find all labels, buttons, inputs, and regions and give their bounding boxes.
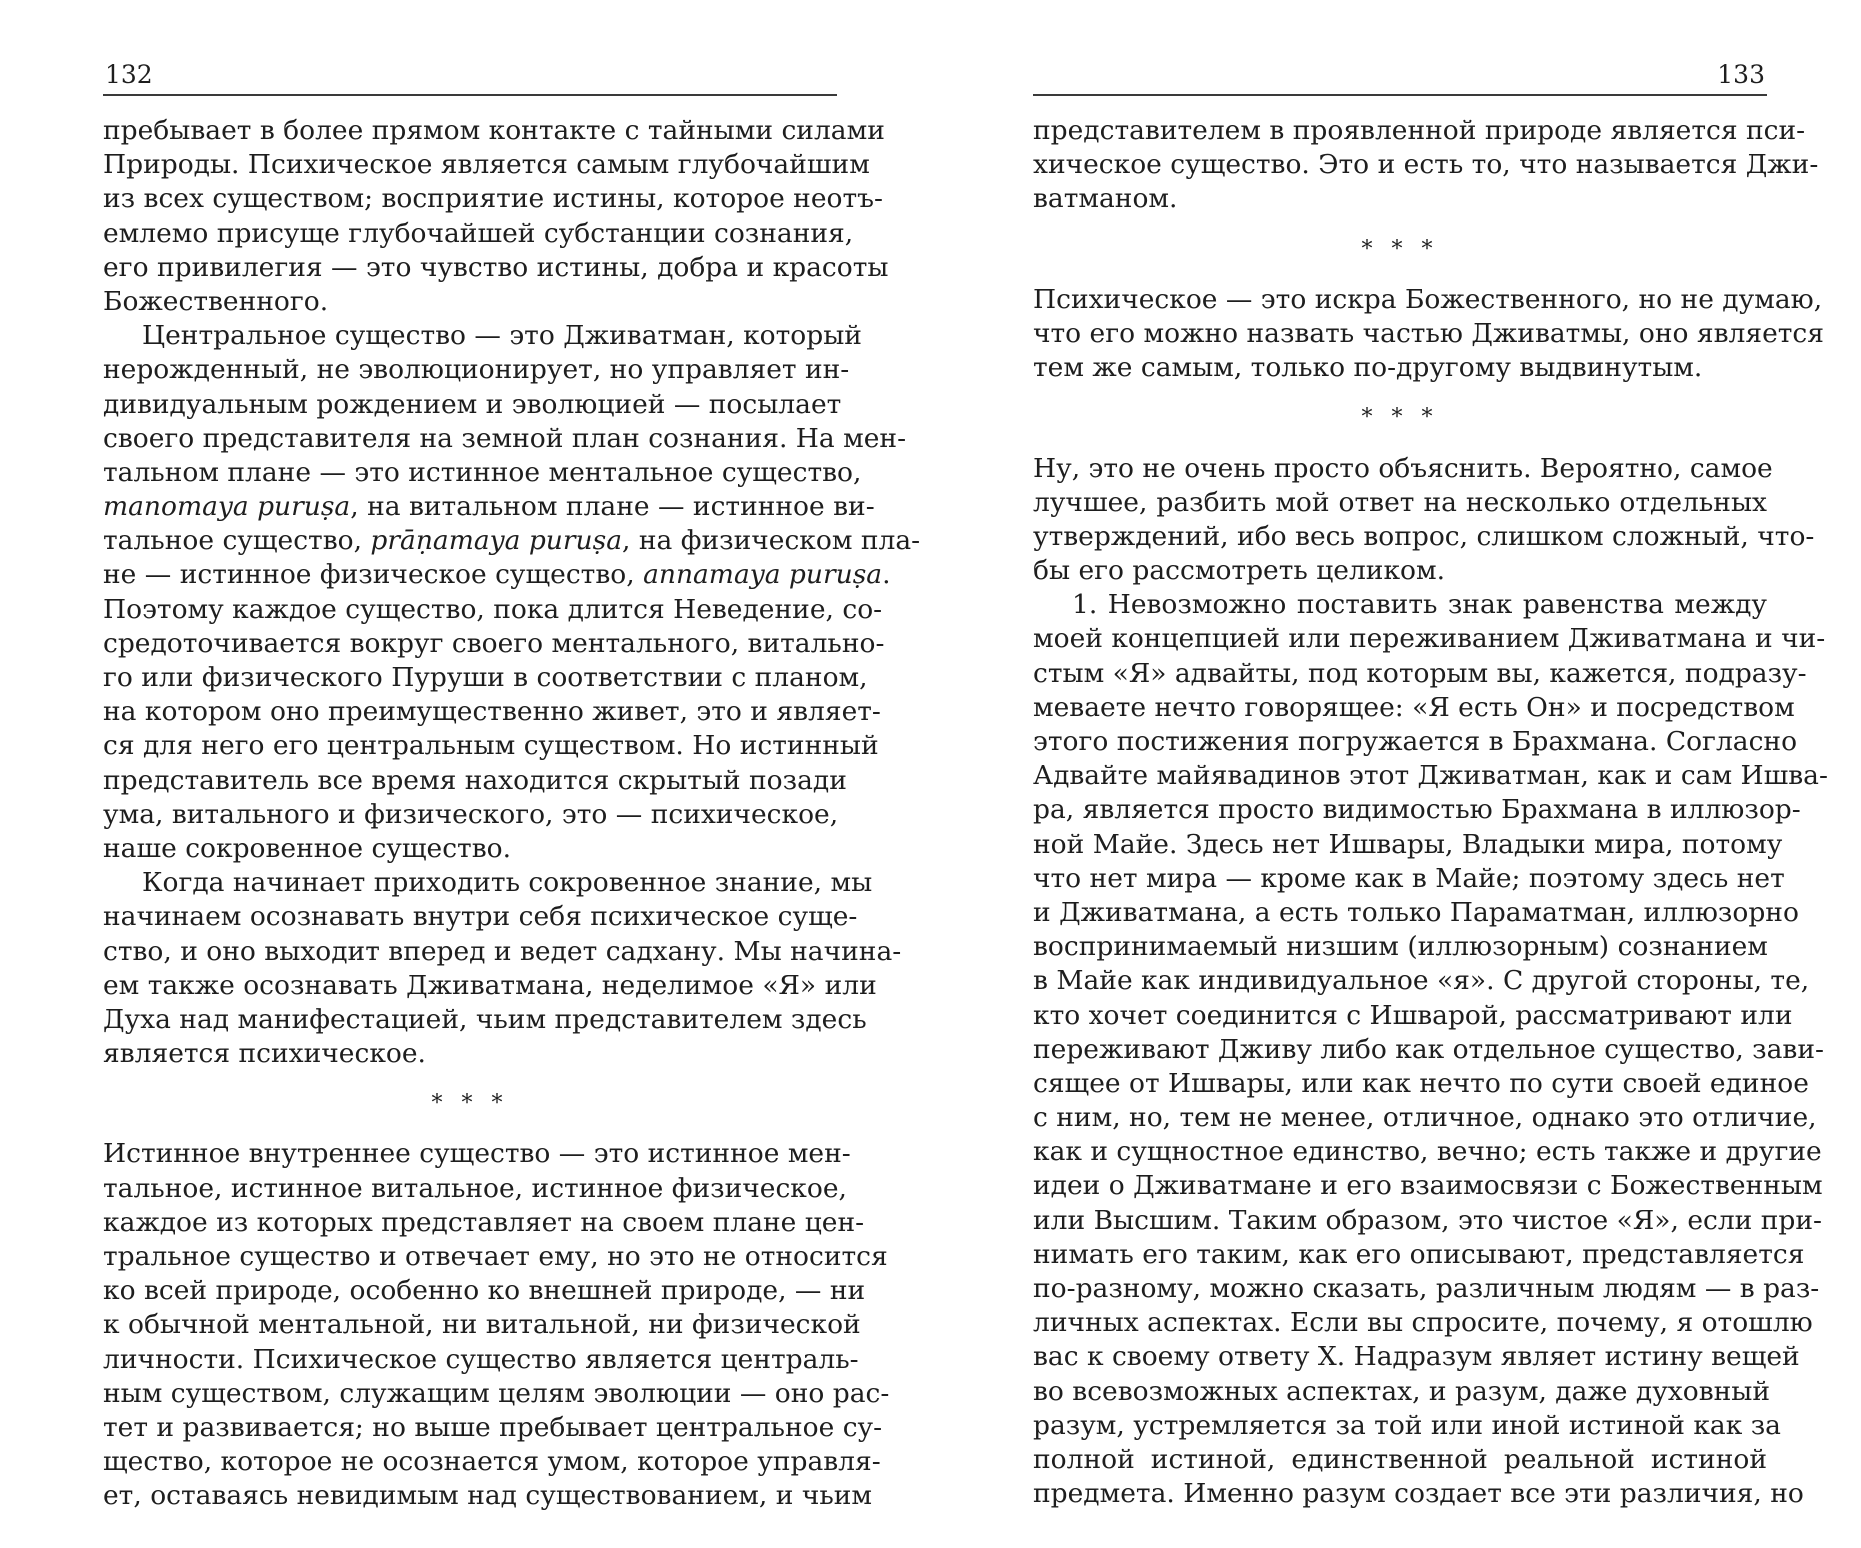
text-segment: , на физическом пла- — [622, 525, 921, 557]
text-line: ство, и оно выходит вперед и ведет садхану. Мы начина- — [103, 935, 902, 967]
text-line: Центральное существо — это Дживатман, который — [142, 320, 862, 352]
left-page — [103, 0, 921, 1548]
text-line: Природы. Психическое является самым глубочайшим — [103, 149, 870, 181]
section-separator: * * * — [1361, 405, 1439, 431]
text-line: по-разному, можно сказать, различным людям — в раз- — [1033, 1273, 1820, 1304]
text-line: в Майе как индивидуальное «я». С другой стороны, те, — [1033, 965, 1810, 997]
text-line: ватманом. — [1033, 183, 1178, 215]
text-line: щество, которое не осознается умом, которое управля- — [103, 1446, 881, 1478]
text-line: во всевозможных аспектах, и разум, даже духовный — [1033, 1375, 1771, 1407]
text-line: что нет мира — кроме как в Майе; поэтому здесь нет — [1033, 862, 1785, 894]
text-line: как и сущностное единство, вечно; есть также и другие — [1033, 1136, 1822, 1168]
text-line: хическое существо. Это и есть то, что называется Джи- — [1033, 149, 1819, 181]
text-line: воспринимаемый низшим (иллюзорным) сознанием — [1033, 931, 1768, 963]
right-page-header — [1033, 58, 1767, 96]
text-line: бы его рассмотреть целиком. — [1033, 555, 1446, 587]
text-line: тет и развивается; но выше пребывает центральное су- — [103, 1411, 883, 1443]
text-line: что его можно назвать частью Дживатмы, оно является — [1033, 317, 1824, 349]
text-line — [103, 558, 891, 592]
text-line: ся для него его центральным существом. Но истинный — [103, 730, 879, 762]
text-line: емлемо присуще глубочайшей субстанции сознания, — [103, 217, 854, 249]
text-line: представитель все время находится скрытый позади — [103, 764, 847, 796]
text-line: с ним, но, тем не менее, отличное, однако это отличие, — [1033, 1102, 1817, 1134]
text-line: стым «Я» адвайты, под которым вы, кажется, подразу- — [1033, 657, 1807, 689]
text-line: представителем в проявленной природе является пси- — [1033, 115, 1806, 146]
left-page-text — [103, 114, 921, 1514]
text-line: каждое из которых представляет на своем плане цен- — [103, 1206, 865, 1238]
text-line: сящее от Ишвары, или как нечто по сути своей единое — [1033, 1067, 1809, 1099]
sanskrit-term: manomaya puruṣa — [103, 491, 351, 523]
text-line: моей концепцией или переживанием Дживатмана и чи- — [1033, 623, 1826, 655]
text-line — [103, 524, 921, 558]
text-line: тральное существо и отвечает ему, но это не относится — [103, 1241, 888, 1272]
text-line: переживают Дживу либо как отдельное существо, зави- — [1033, 1033, 1824, 1065]
text-line: идеи о Дживатмане и его взаимосвязи с Божественным — [1033, 1170, 1823, 1202]
text-line: Истинное внутреннее существо — это истинное мен- — [103, 1138, 851, 1170]
text-line: ной Майе. Здесь нет Ишвары, Владыки мира, потому — [1033, 828, 1783, 860]
text-line: средоточивается вокруг своего ментального, витально- — [103, 627, 885, 659]
text-line: кто хочет соединится с Ишварой, рассматривают или — [1033, 999, 1793, 1031]
text-line: этого постижения погружается в Брахмана. Согласно — [1033, 726, 1798, 757]
text-line: предмета. Именно разум создает все эти различия, но — [1033, 1478, 1804, 1510]
text-line: к обычной ментальной, ни витальной, ни физической — [103, 1309, 861, 1341]
text-line: лучшее, разбить мой ответ на несколько отдельных — [1033, 486, 1767, 518]
text-line: на котором оно преимущественно живет, это и являет- — [103, 696, 881, 728]
left-page-header — [103, 58, 837, 96]
text-line: нимать его таким, как его описывают, представляется — [1033, 1238, 1805, 1270]
text-line: ко всей природе, особенно ко внешней природе, — ни — [103, 1275, 866, 1307]
text-line: личности. Психическое существо является централь- — [103, 1343, 859, 1375]
text-line: нерожденный, не эволюционирует, но управляет ин- — [103, 354, 850, 386]
right-page — [1033, 0, 1828, 1548]
sanskrit-term: annamaya puruṣa — [643, 559, 883, 591]
text-segment: не — истинное физическое существо, — [103, 559, 644, 591]
text-line: начинаем осознавать внутри себя психическое суще- — [103, 901, 858, 933]
text-line: или Высшим. Таким образом, это чистое «Я», если при- — [1033, 1204, 1823, 1236]
text-line: его привилегия — это чувство истины, добра и красоты — [103, 251, 889, 283]
text-line: личных аспектах. Если вы спросите, почему, я отошлю — [1033, 1307, 1813, 1339]
text-line: Поэтому каждое существо, пока длится Неведение, со- — [103, 593, 883, 625]
text-line: меваете нечто говорящее: «Я есть Он» и посредством — [1033, 691, 1795, 723]
text-line: разум, устремляется за той или иной истиной как за — [1033, 1409, 1781, 1441]
text-line: вас к своему ответу Х. Надразум являет истину вещей — [1033, 1341, 1800, 1373]
text-line: тальном плане — это истинное ментальное существо, — [103, 456, 862, 488]
text-segment: . — [882, 559, 891, 591]
section-separator: * * * — [1361, 236, 1439, 262]
text-line: ра, является просто видимостью Брахмана в иллюзор- — [1033, 794, 1801, 826]
right-page-text — [1033, 114, 1828, 1511]
text-line: утверждений, ибо весь вопрос, слишком сложный, что- — [1033, 520, 1815, 552]
text-line: пребывает в более прямом контакте с тайными силами — [103, 115, 885, 146]
text-line: дивидуальным рождением и эволюцией — посылает — [103, 388, 842, 420]
text-line: Когда начинает приходить сокровенное знание, мы — [142, 867, 873, 899]
text-line: наше сокровенное существо. — [103, 832, 512, 864]
text-line: своего представителя на земной план сознания. На мен- — [103, 422, 907, 454]
text-line: тальное, истинное витальное, истинное физическое, — [103, 1172, 847, 1204]
text-line: Божественного. — [103, 285, 329, 317]
text-line: Психическое — это искра Божественного, но не думаю, — [1033, 283, 1823, 315]
text-line: и Дживатмана, а есть только Параматман, иллюзорно — [1033, 896, 1799, 928]
text-segment: тальное существо, — [103, 525, 371, 557]
text-line — [103, 490, 875, 524]
text-line: тем же самым, только по-другому выдвинутым. — [1033, 352, 1703, 384]
page-number: 132 — [105, 60, 153, 89]
text-line: ет, оставаясь невидимым над существованием, и чьим — [103, 1480, 873, 1512]
text-line: из всех существом; восприятие истины, которое неотъ- — [103, 183, 883, 215]
text-line: ным существом, служащим целям эволюции — оно рас- — [103, 1377, 890, 1409]
text-line: Адвайте майявадинов этот Дживатман, как и сам Ишва- — [1033, 760, 1828, 792]
sanskrit-term: prāṇamaya puruṣa — [370, 525, 623, 557]
page-number: 133 — [1717, 60, 1765, 89]
text-line: является психическое. — [103, 1038, 426, 1070]
text-line: ем также осознавать Дживатмана, неделимое «Я» или — [103, 969, 877, 1001]
text-line: 1. Невозможно поставить знак равенства между — [1072, 589, 1767, 621]
text-segment: , на витальном плане — истинное ви- — [350, 491, 875, 523]
text-line: Ну, это не очень просто объяснить. Вероятно, самое — [1033, 452, 1773, 484]
text-line: го или физического Пуруши в соответствии с планом, — [103, 662, 868, 693]
text-line: ума, витального и физического, это — психическое, — [103, 798, 839, 830]
text-line: полной истиной, единственной реальной истиной — [1033, 1443, 1767, 1475]
text-line: Духа над манифестацией, чьим представителем здесь — [103, 1003, 867, 1035]
section-separator: * * * — [431, 1091, 509, 1117]
